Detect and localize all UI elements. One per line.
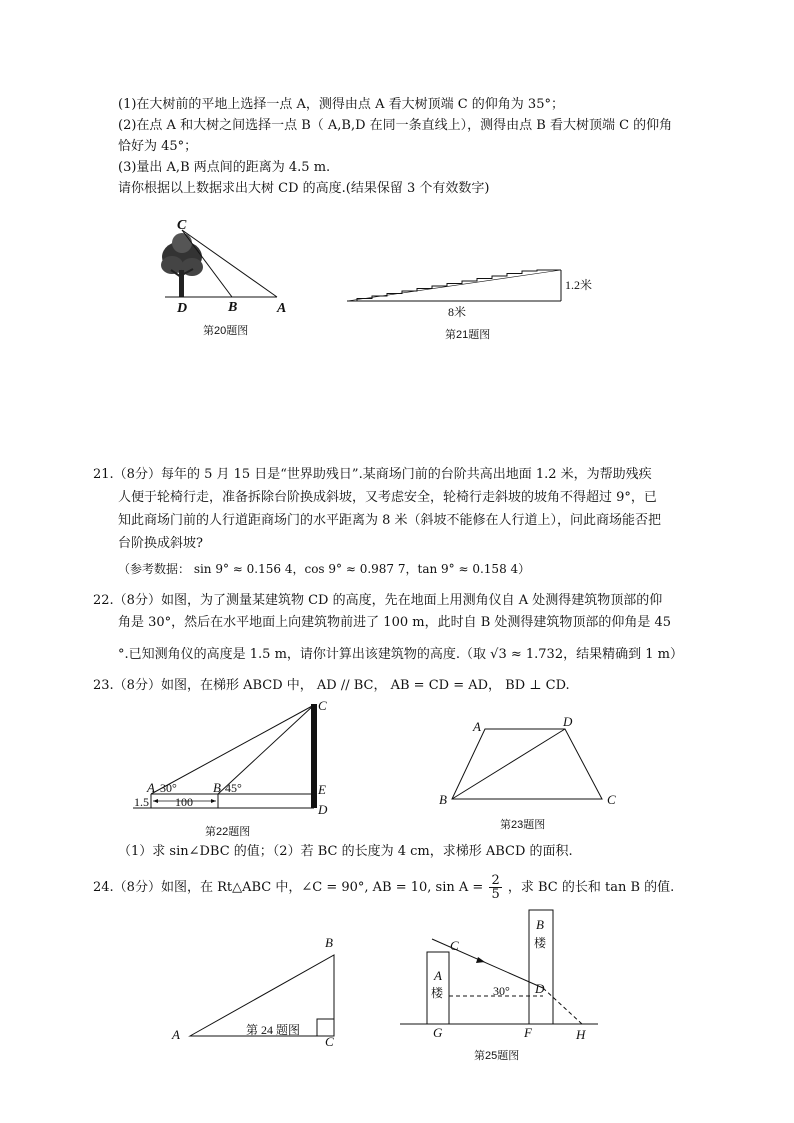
label-d: D (563, 714, 573, 729)
figure-21 (347, 265, 617, 325)
label-c: C (318, 698, 327, 713)
building-b-lou: 楼 (534, 936, 547, 950)
fig22-caption: 第22题图 (205, 826, 251, 838)
label-b: B (213, 780, 221, 795)
label-c: C (607, 792, 616, 807)
q22-line2: 角是 30°，然后在水平地面上向建筑物前进了 100 m，此时自 B 处测得建筑物顶部的仰角是 45 (118, 615, 672, 630)
label-a: A (172, 1027, 180, 1042)
fig23-caption: 第23题图 (500, 819, 546, 831)
q21-line3: 知此商场门前的人行道距商场门的水平距离为 8 米（斜坡不能修在人行道上），问此商场能否把 (118, 513, 662, 528)
label-f: F (524, 1025, 532, 1040)
figure-25 (398, 905, 608, 1042)
fig20-caption: 第20题图 (203, 325, 249, 337)
fig24-caption: 第 24 题图 (246, 1023, 301, 1037)
figure-20 (155, 215, 285, 315)
stairs-height-label: 1.2米 (565, 278, 593, 292)
label-a: A (473, 719, 481, 734)
figure-22 (133, 700, 333, 830)
q20-step2b: 恰好为 45°； (118, 139, 198, 154)
distance-label: 100 (175, 795, 193, 809)
label-e: E (318, 782, 326, 797)
angle-30-label: 30° (493, 984, 510, 998)
q22-line1: 22.（8分）如图，为了测量某建筑物 CD 的高度，先在地面上用测角仪自 A 处测得建筑物顶部的仰 (93, 593, 663, 608)
q20-question: 请你根据以上数据求出大树 CD 的高度.(结果保留 3 个有效数字) (118, 181, 490, 196)
q21-reference: （参考数据： sin 9° ≈ 0.156 4，cos 9° ≈ 0.987 7，tan 9° ≈ 0.158 4） (118, 562, 531, 576)
label-h: H (576, 1027, 586, 1042)
fig25-caption: 第25题图 (474, 1050, 520, 1062)
q21-line4: 台阶换成斜坡? (118, 536, 203, 551)
label-d: D (535, 981, 545, 996)
q24-text: 24.（8分）如图，在 Rt△ABC 中，∠C = 90°, AB = 10, sin A = (93, 880, 484, 895)
q20-step3: (3)量出 A,B 两点间的距离为 4.5 m. (118, 160, 331, 175)
q22-line3: °.已知测角仪的高度是 1.5 m，请你计算出该建筑物的高度.（取 √3 ≈ 1.732，结果精确到 1 m） (118, 647, 683, 662)
q20-step2a: (2)在点 A 和大树之间选择一点 B（ A,B,D 在同一条直线上），测得由点 B 看大树顶端 C 的仰角 (118, 118, 673, 133)
figure-23 (435, 715, 635, 815)
label-b: B (228, 300, 238, 315)
q23-subquestions: （1）求 sin∠DBC 的值；（2）若 BC 的长度为 4 cm，求梯形 ABCD 的面积. (118, 844, 573, 859)
building-a-lou: 楼 (431, 986, 444, 1000)
q20-step1: (1)在大树前的平地上选择一点 A，测得由点 A 看大树顶端 C 的仰角为 35°； (118, 97, 564, 112)
figure-24 (170, 935, 350, 1049)
fraction-denominator: 5 (491, 887, 500, 902)
label-b: B (439, 792, 447, 807)
angle-45-label: 45° (225, 781, 242, 795)
label-c: C (450, 938, 459, 953)
label-a: A (277, 301, 287, 316)
label-c: C (325, 1034, 334, 1049)
label-c: C (177, 218, 187, 233)
label-d: D (318, 802, 328, 817)
label-d: D (177, 301, 188, 316)
q24-text-tail: ，求 BC 的长和 tan B 的值. (507, 880, 675, 895)
q21-line1: 21.（8分）每年的 5 月 15 日是“世界助残日”.某商场门前的台阶共高出地面 1.2 米，为帮助残疾 (93, 467, 652, 482)
tree-icon (161, 233, 203, 297)
building-a-label: A (434, 968, 442, 983)
angle-30-label: 30° (160, 781, 177, 795)
fraction-numerator: 2 (491, 873, 500, 888)
stairs-width-label: 8米 (448, 305, 467, 319)
label-a: A (147, 780, 155, 795)
height-label: 1.5 (134, 795, 149, 809)
q24-fraction (489, 874, 501, 901)
label-g: G (433, 1025, 443, 1040)
fig21-caption: 第21题图 (445, 329, 491, 341)
q24-line1 (93, 874, 674, 901)
building-b-label: B (536, 917, 544, 932)
q21-line2: 人便于轮椅行走，准备拆除台阶换成斜坡，又考虑安全，轮椅行走斜坡的坡角不得超过 9°，已 (118, 490, 657, 505)
label-b: B (325, 935, 333, 950)
q23-line1: 23.（8分）如图，在梯形 ABCD 中， AD // BC， AB = CD = AD， BD ⊥ CD. (93, 678, 570, 693)
